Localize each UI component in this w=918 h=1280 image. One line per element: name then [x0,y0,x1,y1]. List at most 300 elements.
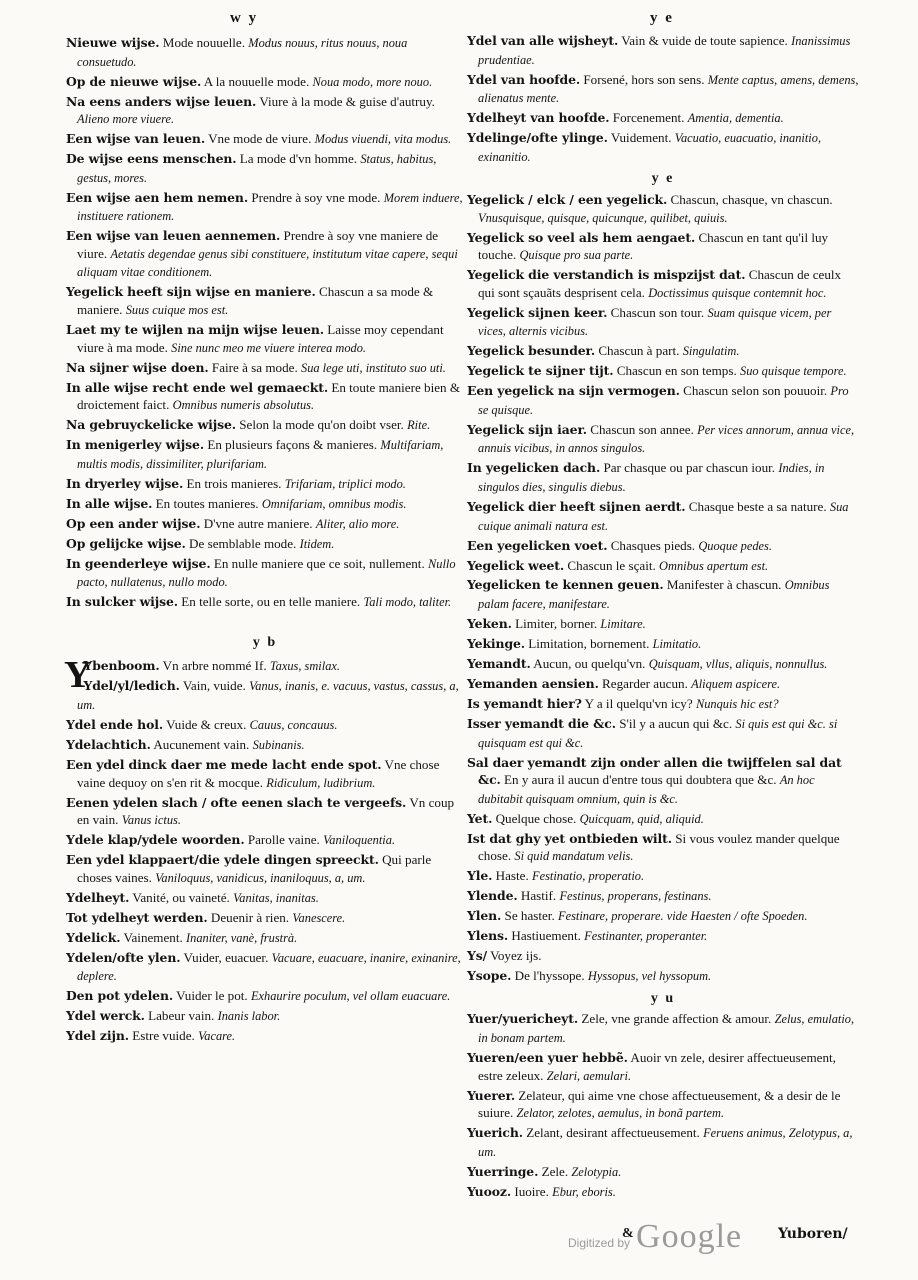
dictionary-entry [66,416,464,435]
entry-french: Chascun a sa mode & maniere. [77,284,434,318]
entry-headword: Na gebruyckelicke wijse. [66,417,236,433]
section-heading-yb: y b [252,634,278,650]
entry-headword: Yegelick die verstandich is mispzijst dat. [467,267,746,283]
entry-latin: Suus cuique mos est. [125,303,229,318]
entry-latin: Tali modo, taliter. [363,595,452,610]
entry-french: Vn coup en vain. [77,794,455,828]
entry-headword: Ydel van alle wijsheyt. [467,33,619,48]
entry-french: Limiter, borner. [511,616,601,632]
entry-headword: Ydelheyt van hoofde. [467,110,610,126]
entry-headword: Yet. [467,810,493,826]
dictionary-entry [66,555,464,592]
entry-headword: Ydel ende hol. [66,717,164,732]
entry-french: Chascun le sçait. [564,557,660,573]
entry-headword: Yuerich. [467,1125,523,1141]
dictionary-entry [467,967,859,986]
entry-french: Iuoire. [511,1183,553,1199]
entry-latin: Ridiculum, ludibrium. [266,775,376,790]
entry-french: En plusieurs façons & manieres. [204,437,381,453]
entry-headword: Tot ydelheyt werden. [66,909,208,925]
dictionary-entry [66,1027,464,1046]
entry-headword: Yegelicken te kennen geuen. [467,577,664,593]
dictionary-entry [467,191,859,227]
entry-latin: Trifariam, triplici modo. [284,476,406,491]
entry-headword: In geenderleye wijse. [66,555,211,571]
entry-french: Y a il quelqu'vn icy? [581,696,696,711]
entry-headword: Yueren/een yuer hebbẽ. [467,1049,628,1065]
entry-headword: Ydel werck. [66,1008,145,1024]
running-head-left: w y [230,10,259,26]
entry-french: Zele, vne grande affection & amour. [578,1011,775,1027]
entry-headword: Eenen ydelen slach / ofte eenen slach te vergeefs. [66,794,407,810]
dictionary-entry [66,535,464,554]
dictionary-entry [66,283,464,319]
entry-french: Limitation, bornement. [525,636,653,652]
dictionary-entry [467,1010,859,1047]
dictionary-entry [467,304,859,341]
entry-latin: An hoc dubitabit quisquam omnium, quin is &c. [478,773,815,806]
dictionary-entry [66,949,464,986]
entry-headword: Yegelick weet. [467,557,565,573]
entry-headword: Yegelick / elck / een yegelick. [467,191,668,207]
entry-french: Mode nouuelle. [159,35,249,50]
entry-headword: Ydelachtich. [66,736,151,752]
dictionary-entry [467,71,859,108]
entry-latin: Quisque pro sua parte. [519,248,634,263]
entry-headword: Yuerer. [467,1087,516,1103]
entry-headword: Laet my te wijlen na mijn wijse leuen. [66,322,324,338]
entry-latin: Omnifariam, omnibus modis. [261,496,407,511]
entry-latin: Festinanter, properanter. [584,929,708,944]
dictionary-entry [467,576,859,613]
entry-headword: Ydelen/ofte ylen. [66,949,181,965]
entry-french: En toutes manieres. [152,495,262,511]
dictionary-entry [467,615,859,634]
watermark-brand: Google [636,1218,743,1255]
signature-mark: & [622,1226,634,1241]
google-watermark [568,1218,742,1256]
entry-latin: Vnusquisque, quisque, quicunque, quilibet, quiuis. [478,210,728,225]
entry-latin: Festinare, properare. vide Haesten / ofte Spoeden. [558,909,808,924]
dictionary-entry [66,189,464,226]
entry-french: En y aura il aucun d'entre tous qui doubtera que &c. [500,772,780,788]
entry-headword: In sulcker wijse. [66,594,178,610]
entry-headword: Is yemandt hier? [467,696,582,711]
entry-french: Deuenir à rien. [207,909,293,925]
entry-headword: Yegelick besunder. [467,343,596,359]
entry-latin: Vanus ictus. [121,813,181,828]
entry-latin: Modus viuendi, vita modus. [314,132,452,147]
entry-latin: Quicquam, quid, aliquid. [579,811,704,826]
dictionary-entry [467,1163,859,1182]
entry-latin: Sua lege uti, instituto suo uti. [301,360,446,375]
entry-headword: Een ydel dinck daer me mede lacht ende spot. [66,756,382,772]
dictionary-entry [467,266,859,302]
entry-latin: Itidem. [299,536,335,551]
entry-latin: Inanis labor. [217,1009,281,1024]
entry-french: A la nouuelle mode. [201,73,313,89]
entry-french: De l'hyssope. [511,968,588,984]
entry-headword: Yekinge. [467,636,526,652]
entry-french: Labeur vain. [144,1008,218,1024]
entry-french: Chascun de ceulx qui sont sçauãts desprisent cela. [478,267,842,300]
entry-latin: Status, habitus, gestus, mores. [77,152,437,185]
dictionary-entry [66,227,464,282]
entry-french: Si vous voulez mander quelque chose. [478,830,840,864]
entry-latin: Nunquis hic est? [695,697,779,711]
entry-french: En toute maniere bien & droictement faict. [77,379,461,413]
entry-headword: Ybenboom. [83,658,160,674]
entry-latin: Amentia, dementia. [687,111,784,126]
entry-french: Vuide & creux. [163,717,250,732]
entry-headword: Ist dat ghy yet ontbieden wilt. [467,830,672,846]
entry-latin: Rite. [407,418,431,433]
entry-french: Chasque beste a sa nature. [685,498,830,514]
entry-french: Forcenement. [609,110,688,126]
entry-latin: Suo quisque tempore. [740,364,847,379]
dictionary-entry [467,362,859,381]
entry-latin: Taxus, smilax. [269,659,340,674]
entry-french: Faire à sa mode. [208,359,301,375]
dictionary-entry [467,830,859,866]
entry-headword: Yegelick sijn iaer. [467,421,587,437]
entry-french: Vainement. [120,929,187,945]
entry-headword: Ylende. [467,888,518,904]
dictionary-entry [467,109,859,128]
entry-french: Manifester à chascun. [663,577,785,593]
entry-latin: Sine nunc meo me viuere interea modo. [171,340,367,355]
dictionary-entry [66,1007,464,1026]
entry-french: Par chasque ou par chascun iour. [600,460,779,476]
entry-french: Vanité, ou vaineté. [129,889,234,905]
entry-headword: Ydel van hoofde. [467,71,581,87]
entry-french: Prendre à soy vne mode. [248,189,384,205]
entry-headword: Ydel zijn. [66,1028,129,1044]
entry-headword: Op gelijcke wijse. [66,535,186,551]
dictionary-entry [66,130,464,149]
dictionary-entry [467,675,859,694]
entry-headword: Yegelick dier heeft sijnen aerdt. [467,498,686,514]
entry-french: Zelateur, qui aime vne chose affectueusement, & a desir de le suiure. [478,1087,841,1121]
entry-headword: Ylens. [467,928,509,944]
entry-headword: Een wijse van leuen aennemen. [66,228,281,244]
entry-headword: Een yegelicken voet. [467,537,608,553]
entry-headword: Yegelick te sijner tijt. [467,363,614,379]
dictionary-entry [467,887,859,906]
entry-headword: Ydelinge/ofte ylinge. [467,130,608,146]
entry-latin: Vanitas, inanitas. [233,890,319,905]
entry-headword: Op de nieuwe wijse. [66,73,202,89]
entry-french: Estre vuide. [128,1028,199,1044]
entry-headword: In dryerley wijse. [66,475,184,491]
entry-latin: Suam quisque vicem, per vices, alternis vicibus. [478,305,832,339]
entry-latin: Per vices annorum, annua vice, annuis vicibus, in annos singulos. [478,422,855,456]
entry-latin: Vacuatio, euacuatio, inanitio, exinanitio. [478,131,822,164]
right-entries-ye [467,191,859,986]
dictionary-entry [66,756,464,792]
section-yb-block [64,654,464,1045]
dictionary-entry [467,537,859,556]
dictionary-entry [66,736,464,755]
entry-french: Chascun selon son pouuoir. [679,383,831,399]
dictionary-entry [467,1049,859,1085]
dropcap-letter: Y [64,654,92,697]
dictionary-entry [66,794,464,830]
entry-latin: Mente captus, amens, demens, alienatus mente. [478,72,859,106]
entry-french: Quelque chose. [492,810,580,826]
entry-headword: Yuooz. [467,1183,512,1199]
entry-headword: Na sijner wijse doen. [66,359,209,375]
dictionary-entry [66,515,464,534]
entry-french: Vne chose vaine dequoy on s'en rit & mocque. [77,756,440,790]
dictionary-entry [66,359,464,378]
dictionary-entry [467,342,859,361]
section-heading-yu: y u [650,990,676,1006]
entry-french: En trois manieres. [183,475,285,491]
entry-french: Vain & vuide de toute sapience. [618,33,792,48]
dictionary-entry [467,867,859,886]
entry-headword: Yemandt. [467,656,531,672]
entry-latin: Quisquam, vllus, aliquis, nonnullus. [648,657,828,672]
entry-headword: Ydele klap/ydele woorden. [66,832,245,848]
entry-headword: Yemanden aensien. [467,676,599,692]
entry-french: Laisse moy cependant viure à ma mode. [77,322,444,355]
entry-headword: In alle wijse recht ende wel gemaeckt. [66,379,329,395]
running-head-right: y e [650,10,674,26]
entry-french: Aucun, ou quelqu'vn. [530,656,649,672]
dictionary-entry [467,1183,859,1202]
entry-headword: Op een ander wijse. [66,515,201,531]
entry-latin: Subinanis. [252,737,305,752]
entry-headword: Een yegelick na sijn vermogen. [467,383,680,399]
entry-headword: Ys/ [467,948,488,964]
left-entries-y [64,654,464,1045]
entry-french: Chascun son tour. [607,304,708,320]
dictionary-entry [66,831,464,850]
dictionary-entry [66,475,464,494]
entry-latin: Omnibus palam facere, manifestare. [478,578,830,612]
entry-french: Vuider le pot. [173,988,251,1004]
entry-french: Haste. [492,868,532,884]
entry-headword: Een wijse aen hem nemen. [66,189,249,205]
entry-latin: Aetatis degendae genus sibi constituere, institutum vitae capere, sequi aliquam vitae conditionem. [77,246,458,280]
entry-latin: Vacuare, euacuare, inanire, exinanire, deplere. [77,950,461,984]
left-entries-top [66,34,464,612]
entry-latin: Cauus, concauus. [249,718,338,732]
entry-headword: In menigerley wijse. [66,437,205,453]
entry-latin: Sua cuique animali natura est. [478,499,849,533]
dictionary-entry [66,987,464,1006]
dictionary-entry [467,907,859,926]
entry-french: Viure à la mode & guise d'autruy. [256,93,435,109]
entry-latin: Noua modo, more nouo. [312,74,433,89]
dictionary-entry [66,93,464,129]
entry-latin: Vanescere. [292,910,346,925]
entry-french: Zelant, desirant affectueusement. [522,1125,704,1141]
dictionary-entry [467,32,859,69]
entry-headword: Sal daer yemandt zijn onder allen die twijffelen sal dat &c. [467,754,842,788]
dictionary-entry [467,382,859,419]
entry-latin: Festinus, properans, festinans. [559,889,712,904]
entry-headword: Yuer/yuericheyt. [467,1011,579,1027]
entry-french: Selon la mode qu'on doibt vser. [236,417,408,433]
entry-latin: Modus nouus, ritus nouus, noua consuetudo. [77,36,408,69]
entry-headword: Yeken. [467,616,512,632]
entry-latin: Quoque pedes. [698,538,772,553]
entry-latin: Indies, in singulos dies, singulis diebus. [478,461,825,494]
entry-french: En telle sorte, ou en telle maniere. [178,594,364,610]
entry-french: Forsené, hors son sens. [580,71,708,87]
entry-latin: Nullo pacto, nullatenus, nullo modo. [77,556,456,590]
entry-headword: Ydel/yl/ledich. [83,678,180,694]
entry-french: Vain, vuide. [179,678,250,694]
entry-headword: Nieuwe wijse. [66,35,160,50]
entry-french: Chascun en tant qu'il luy touche. [478,229,829,263]
dictionary-entry [66,677,464,714]
dictionary-entry [66,495,464,514]
dictionary-entry [467,229,859,265]
entry-latin: Pro se quisque. [478,384,849,417]
entry-latin: Multifariam, multis modis, dissimiliter, plurifariam. [77,438,444,471]
right-entries-yu [467,1010,859,1201]
entry-french: D'vne autre maniere. [200,515,316,531]
entry-latin: Festinatio, properatio. [532,869,645,884]
entry-french: Prendre à soy vne maniere de viure. [77,228,439,261]
dictionary-entry [467,754,859,809]
entry-french: Aucunement vain. [150,736,253,752]
entry-latin: Aliter, alio more. [315,516,400,531]
entry-latin: Zelator, zelotes, aemulus, in bonã partem. [516,1106,725,1121]
entry-french: Regarder aucun. [598,676,692,692]
dictionary-entry [467,129,859,166]
right-column [467,32,859,1203]
entry-headword: Isser yemandt die &c. [467,715,616,731]
entry-headword: Yuerringe. [467,1163,539,1179]
entry-latin: Omnibus apertum est. [659,558,769,573]
entry-latin: Zelari, aemulari. [546,1068,632,1083]
entry-french: Vuidement. [607,130,675,146]
dictionary-entry [66,73,464,92]
dictionary-entry [467,1087,859,1123]
dictionary-entry [467,635,859,654]
entry-french: Zele. [538,1163,572,1179]
entry-french: Hastif. [517,888,560,904]
entry-french: Se haster. [501,908,558,924]
entry-headword: Den pot ydelen. [66,988,174,1004]
dictionary-entry [66,379,464,415]
entry-latin: Inanissimus prudentiae. [478,34,851,67]
entry-latin: Singulatim. [682,344,740,359]
entry-latin: Omnibus numeris absolutus. [172,398,315,413]
entry-french: Vn arbre nommé If. [159,658,270,674]
entry-latin: Ebur, eboris. [552,1184,616,1199]
entry-french: Vuider, euacuer. [180,949,272,965]
left-column [66,34,464,1047]
dictionary-entry [66,321,464,357]
entry-latin: Doctissimus quisque contemnit hoc. [648,285,827,300]
entry-latin: Exhaurire poculum, vel ollam euacuare. [250,989,451,1004]
entry-french: Hastiuement. [508,928,585,944]
entry-french: Chascun à part. [595,343,683,359]
entry-french: Chascun, chasque, vn chascun. [667,191,833,207]
entry-latin: Aliquem aspicere. [691,677,781,692]
dictionary-entry [66,929,464,948]
entry-latin: Feruens animus, Zelotypus, a, um. [478,1126,853,1159]
entry-french: Chascun son annee. [586,421,698,437]
dictionary-entry [66,436,464,473]
section-heading-ye: y e [651,171,675,187]
dictionary-entry [467,715,859,752]
entry-headword: Yegelick so veel als hem aengaet. [467,229,696,245]
dictionary-entry [467,927,859,946]
dictionary-entry [66,909,464,928]
entry-latin: Si quis est qui &c. si quisquam est qui &c. [478,716,838,750]
entry-headword: Ydelick. [66,929,121,945]
dictionary-entry [66,851,464,887]
entry-french: Auoir vn zele, desirer affectueusement, estre zeleux. [478,1049,836,1083]
entry-headword: Ydelheyt. [66,889,130,905]
dictionary-entry [467,498,859,535]
entry-latin: Vacare. [198,1029,236,1044]
entry-headword: De wijse eens menschen. [66,151,237,167]
entry-latin: Si quid mandatum velis. [514,849,634,864]
entry-latin: Vanus, inanis, e. vacuus, vastus, cassus, a, um. [77,679,459,713]
dictionary-entry [467,1124,859,1161]
right-entries-top [467,32,859,166]
entry-french: Qui parle choses vaines. [77,852,432,885]
entry-french: En nulle maniere que ce soit, nullement. [210,555,428,571]
dictionary-entry [467,655,859,674]
catchword: Yuboren/ [778,1226,848,1242]
entry-headword: Ylen. [467,908,502,924]
entry-headword: Een ydel klappaert/die ydele dingen spreeckt. [66,852,379,868]
dictionary-entry [467,810,859,829]
dictionary-entry [467,695,859,714]
dictionary-entry [467,557,859,576]
entry-french: Parolle vaine. [244,832,324,848]
entry-latin: Limitatio. [652,637,702,652]
entry-latin: Inaniter, vanè, frustrà. [186,930,298,945]
entry-latin: Hyssopus, vel hyssopum. [587,969,712,984]
entry-latin: Vaniloquentia. [323,833,396,848]
dictionary-entry [66,716,464,735]
entry-headword: In alle wijse. [66,495,153,511]
entry-headword: Een wijse van leuen. [66,131,206,147]
entry-headword: Yegelick sijnen keer. [467,304,608,320]
watermark-prefix: Digitized by [568,1236,631,1250]
dictionary-entry [467,947,859,966]
entry-french: Voyez ijs. [487,948,542,964]
entry-headword: Na eens anders wijse leuen. [66,93,257,109]
entry-latin: Zelotypia. [571,1164,622,1179]
entry-french: La mode d'vn homme. [236,151,361,167]
dictionary-entry [66,889,464,908]
entry-headword: In yegelicken dach. [467,460,601,476]
entry-french: De semblable mode. [185,535,300,551]
entry-headword: Yle. [467,868,493,884]
dictionary-entry [467,421,859,458]
entry-latin: Alieno more viuere. [77,112,175,127]
dictionary-entry [467,459,859,496]
entry-french: Chascun en son temps. [613,363,740,379]
entry-latin: Vaniloquus, vanidicus, inaniloquus, a, um. [155,870,366,885]
entry-french: S'il y a aucun qui &c. [615,715,736,731]
entry-latin: Zelus, emulatio, in bonam partem. [478,1012,855,1045]
dictionary-entry [66,593,464,612]
entry-french: Vne mode de viure. [205,131,315,147]
entry-latin: Limitare. [600,617,646,632]
dictionary-entry [66,34,464,71]
